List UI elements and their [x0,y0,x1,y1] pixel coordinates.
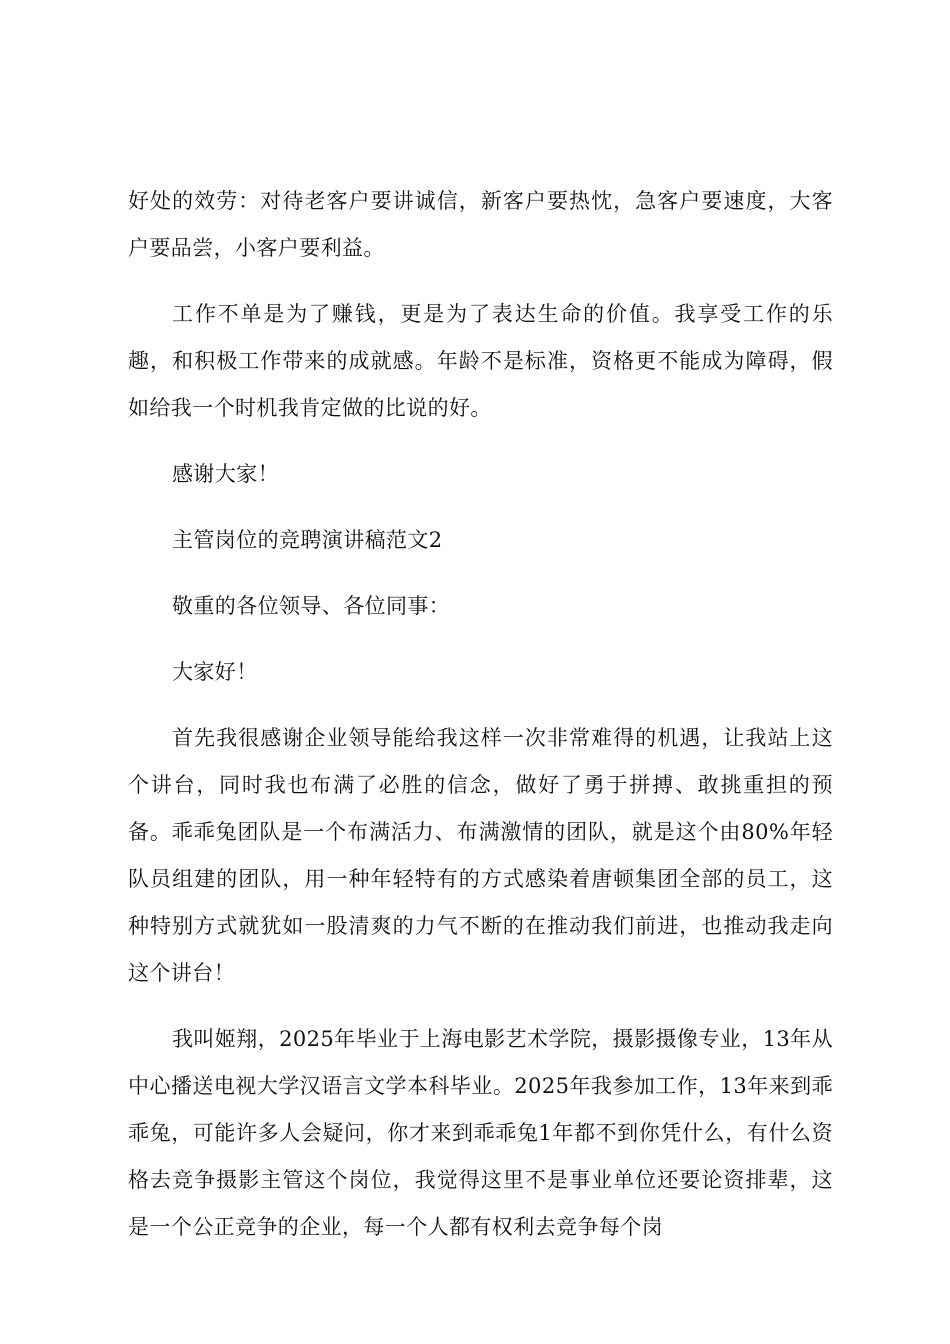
section-heading: 主管岗位的竞聘演讲稿范文2 [172,528,443,552]
paragraph-salutation: 敬重的各位领导、各位同事： [172,594,451,618]
paragraph-introduction: 首先我很感谢企业领导能给我这样一次非常难得的机遇，让我站上这个讲台，同时我也布满了必胜的信念，做好了勇于拼搏、敢挑重担的预备。乖乖兔团队是一个布满活力、布满激情的团队，就是这个由80%年轻队员组建的团队，用一种年轻特有的方式感染着唐顿集团全部的员工，这种特别方式就犹如一股清爽的力气不断的在推动我们前进，也推动我走向这个讲台！ [128,726,833,985]
paragraph-greeting: 大家好！ [172,660,258,684]
paragraph-thanks: 感谢大家！ [172,462,279,486]
paragraph-continuation: 好处的效劳：对待老客户要讲诚信，新客户要热忱，急客户要速度，大客户要品尝，小客户要利益。 [128,189,833,260]
paragraph-self-introduction: 我叫姬翔，2025年毕业于上海电影艺术学院，摄影摄像专业，13年从中心播送电视大学汉语言文学本科毕业。2025年我参加工作，13年来到乖乖兔，可能许多人会疑问，你才来到乖乖兔1年都不到你凭什么，有什么资格去竞争摄影主管这个岗位，我觉得这里不是事业单位还要论资排辈，这是一个公正竞争的企业，每一个人都有权利去竞争每个岗 [128,1027,833,1239]
document-page [128,178,833,1270]
paragraph-work-value: 工作不单是为了赚钱，更是为了表达生命的价值。我享受工作的乐趣，和积极工作带来的成就感。年龄不是标准，资格更不能成为障碍，假如给我一个时机我肯定做的比说的好。 [128,302,833,420]
